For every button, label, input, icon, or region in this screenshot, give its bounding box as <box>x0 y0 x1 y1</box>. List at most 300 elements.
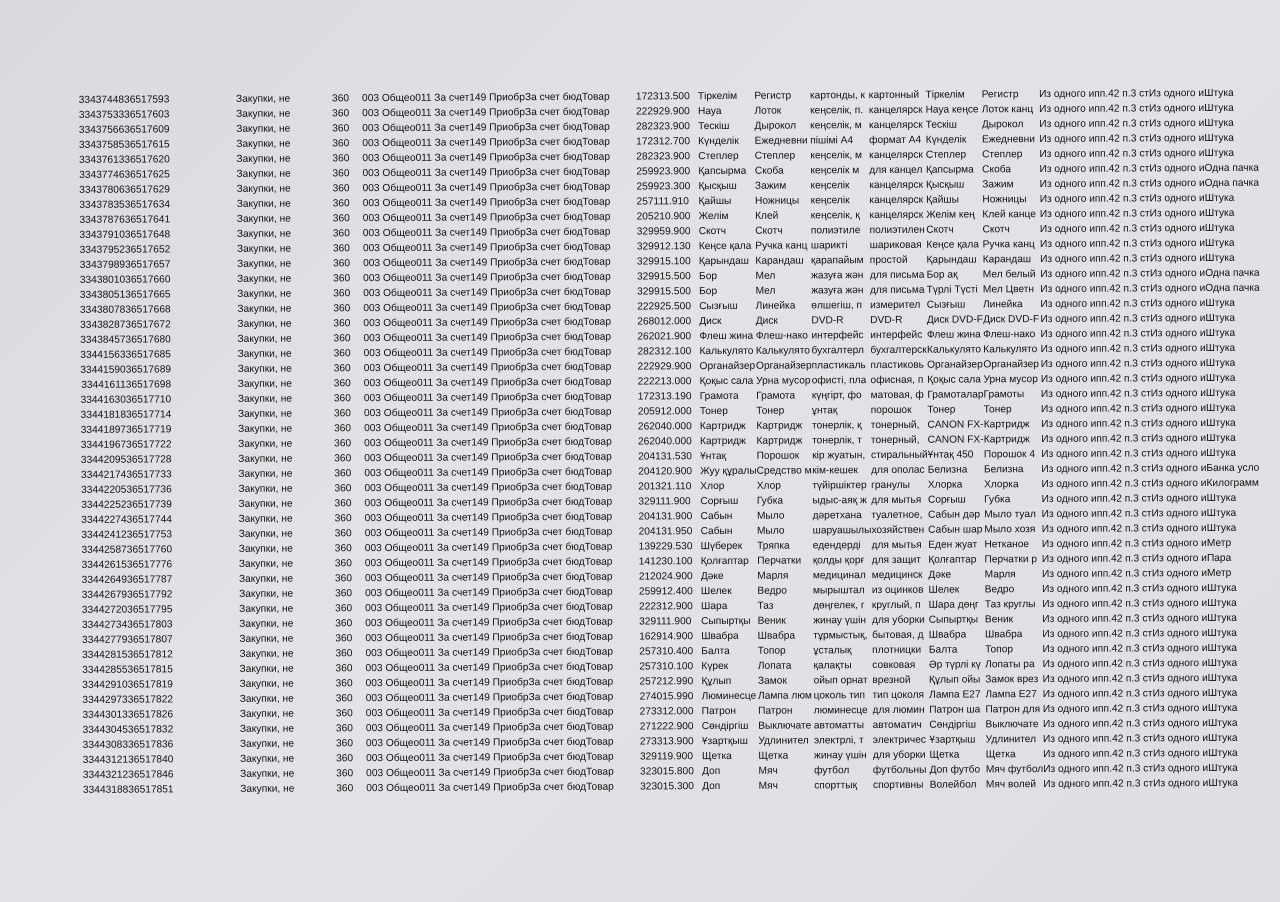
cell-purchase-type: Закупки, не <box>239 678 294 690</box>
cell-char-kz: шарикті <box>810 240 848 252</box>
cell-char-kz: шаруашылы <box>812 525 872 537</box>
cell-legal-basis: пп.42 п.3 ст <box>1097 703 1153 715</box>
cell-unit: Штука <box>1206 417 1236 430</box>
cell-contract-id: 36517615 <box>124 139 170 151</box>
cell-ktru-code: 222929.900 <box>635 106 690 118</box>
cell-source-funding: За счет бюд <box>525 226 583 239</box>
cell-add-char-kz: Қайшы <box>926 194 959 206</box>
cell-source-funding: За счет бюд <box>527 511 585 524</box>
cell-char-ru: для канцел <box>869 164 923 177</box>
cell-add-char-ru: Мыло туал <box>984 509 1037 521</box>
cell-method-kz: Из одного и <box>1042 688 1098 701</box>
cell-specifics-149: 149 Приобр <box>471 407 527 419</box>
cell-legal-basis: пп.42 п.3 ст <box>1098 718 1153 730</box>
cell-name-ru: Степлер <box>754 150 796 162</box>
cell-specifics-149: 149 Приобр <box>469 92 525 104</box>
cell-legal-basis: пп.42 п.3 ст <box>1094 208 1150 220</box>
cell-add-char-ru: Лампа Е27 <box>985 689 1037 701</box>
cell-specifics-149: 149 Приобр <box>470 227 526 239</box>
cell-name-kz: Қайшы <box>698 195 732 208</box>
cell-ktru-code: 257111.910 <box>636 196 689 208</box>
cell-method-kz: Из одного и <box>1041 523 1097 536</box>
cell-char-ru: для уборки <box>872 749 926 762</box>
cell-contract-id: 36517832 <box>127 724 174 736</box>
cell-char-kz: түйіршіктер <box>812 480 867 492</box>
cell-contract-id: 36517609 <box>124 124 170 136</box>
cell-lot-id: 33442174 <box>80 469 127 481</box>
cell-char-ru: формат А4 <box>869 134 922 147</box>
cell-contract-id: 36517685 <box>125 349 171 361</box>
cell-program-003: 003 Общео <box>365 677 419 690</box>
cell-name-kz: Шара <box>700 600 728 613</box>
cell-char-kz: медицинал <box>812 570 866 582</box>
cell-name-ru: Регистр <box>754 90 792 102</box>
cell-contract-id: 36517698 <box>125 379 172 391</box>
cell-char-ru: порошок <box>870 404 912 417</box>
cell-program-003: 003 Общео <box>364 467 418 480</box>
cell-code-360: 360 <box>332 183 350 195</box>
cell-subprogram-011: 011 За счет <box>417 527 472 539</box>
cell-lot-id: 33438051 <box>79 289 126 301</box>
cell-subprogram-011: 011 За счет <box>415 152 470 164</box>
cell-name-kz: Сорғыш <box>700 495 739 508</box>
cell-item-type: Товар <box>585 721 614 733</box>
cell-unit: Штука <box>1208 777 1238 790</box>
cell-subprogram-011: 011 За счет <box>417 482 472 494</box>
cell-add-char-ru: Марля <box>984 569 1016 581</box>
cell-lot-id: 33437806 <box>79 184 125 196</box>
cell-method-kz: Из одного и <box>1040 313 1096 326</box>
cell-unit: Штука <box>1204 222 1235 235</box>
cell-char-kz: қалақты <box>813 660 852 672</box>
cell-add-char-ru: Тонер <box>983 404 1012 416</box>
cell-subprogram-011: 011 За счет <box>418 692 473 704</box>
cell-lot-id: 33441590 <box>80 364 126 376</box>
cell-subprogram-011: 011 За счет <box>416 377 472 389</box>
cell-unit: Штука <box>1207 657 1238 670</box>
cell-code-360: 360 <box>334 573 353 585</box>
cell-name-ru: Картридж <box>756 420 803 432</box>
cell-item-type: Товар <box>584 541 613 553</box>
cell-name-kz: Балта <box>701 645 730 658</box>
cell-add-char-kz: Щетка <box>929 749 960 761</box>
cell-purchase-type: Закупки, не <box>236 108 291 120</box>
cell-method-kz: Из одного и <box>1040 283 1096 296</box>
cell-char-kz: кір жуатын, <box>812 450 866 462</box>
cell-name-kz: Қарындаш <box>698 255 749 268</box>
cell-lot-id: 33442679 <box>81 589 128 601</box>
cell-unit: Штука <box>1205 327 1236 340</box>
cell-source-funding: За счет бюд <box>525 241 583 254</box>
cell-item-type: Товар <box>583 286 611 298</box>
cell-contract-id: 36517648 <box>124 229 171 241</box>
cell-source-funding: За счет бюд <box>526 286 584 299</box>
cell-add-char-kz: Сыпыртқы <box>928 614 979 626</box>
cell-method-kz: Из одного и <box>1040 358 1096 371</box>
cell-char-ru: врезной <box>872 674 911 687</box>
cell-ktru-code: 212024.900 <box>638 571 693 583</box>
cell-legal-basis: пп.42 п.3 ст <box>1096 403 1151 415</box>
cell-code-360: 360 <box>333 348 351 360</box>
cell-item-type: Товар <box>585 661 614 673</box>
cell-method-kz: Из одного и <box>1043 748 1099 761</box>
cell-name-ru: Лампа люм <box>757 690 812 702</box>
cell-item-type: Товар <box>583 316 612 328</box>
cell-subprogram-011: 011 За счет <box>418 647 473 659</box>
cell-lot-id: 33437746 <box>79 169 125 181</box>
cell-ktru-code: 259923.300 <box>636 181 691 193</box>
cell-specifics-149: 149 Приобр <box>473 752 529 764</box>
cell-purchase-type: Закупки, не <box>237 348 292 360</box>
cell-lot-id: 33442205 <box>81 484 127 496</box>
cell-purchase-type: Закупки, не <box>236 138 291 150</box>
cell-method-ru: Из одного и <box>1149 148 1205 160</box>
cell-method-ru: Из одного и <box>1152 643 1208 655</box>
cell-item-type: Товар <box>582 211 611 223</box>
cell-method-ru: Из одного и <box>1152 748 1209 760</box>
cell-name-ru: Щетка <box>758 750 789 762</box>
cell-unit: Штука <box>1205 312 1236 325</box>
cell-add-char-ru: Скоба <box>982 164 1012 176</box>
cell-source-funding: За счет бюд <box>525 181 583 194</box>
cell-char-ru: бытовая, д <box>872 629 924 642</box>
cell-source-funding: За счет бюд <box>527 571 585 584</box>
cell-legal-basis: пп.42 п.3 ст <box>1094 148 1150 160</box>
cell-source-funding: За счет бюд <box>528 751 586 764</box>
cell-source-funding: За счет бюд <box>525 211 583 224</box>
cell-name-ru: Веник <box>757 615 786 627</box>
cell-method-kz: Из одного и <box>1042 643 1098 656</box>
cell-lot-id: 33442779 <box>81 634 128 646</box>
cell-name-ru: Ежедневни <box>754 135 808 147</box>
cell-ktru-code: 268012.000 <box>637 316 692 328</box>
cell-method-ru: Из одного и <box>1152 658 1208 670</box>
cell-item-type: Товар <box>583 301 611 313</box>
cell-char-kz: күңгірт, фо <box>811 390 862 402</box>
cell-specifics-149: 149 Приобр <box>472 677 529 689</box>
cell-source-funding: За счет бюд <box>528 616 586 629</box>
cell-subprogram-011: 011 За счет <box>419 722 474 734</box>
cell-contract-id: 36517672 <box>125 319 171 331</box>
cell-lot-id: 33442815 <box>82 649 128 661</box>
cell-add-char-kz: Қапсырма <box>925 164 974 176</box>
cell-add-char-ru: Лоток канц <box>981 104 1034 116</box>
cell-add-char-kz: CANON FX- <box>927 419 984 431</box>
cell-code-360: 360 <box>335 603 353 615</box>
cell-contract-id: 36517815 <box>127 664 173 676</box>
cell-purchase-type: Закупки, не <box>239 693 294 705</box>
cell-code-360: 360 <box>335 708 353 720</box>
cell-item-type: Товар <box>585 751 614 763</box>
cell-char-kz: автоматты <box>813 720 865 732</box>
cell-char-kz: кеңселік м <box>810 165 860 177</box>
cell-source-funding: За счет бюд <box>527 586 585 599</box>
cell-specifics-149: 149 Приобр <box>471 527 528 539</box>
cell-source-funding: За счет бюд <box>527 451 585 464</box>
cell-source-funding: За счет бюд <box>527 496 585 509</box>
cell-name-ru: Порошок <box>756 450 800 462</box>
cell-ktru-code: 262021.900 <box>637 331 692 343</box>
cell-add-char-kz: Флеш жина <box>926 329 981 341</box>
cell-legal-basis: пп.42 п.3 ст <box>1095 223 1150 235</box>
cell-name-ru: Мяч <box>758 765 778 777</box>
cell-item-type: Товар <box>582 181 611 193</box>
cell-char-ru: круглый, п <box>871 599 921 612</box>
cell-subprogram-011: 011 За счет <box>416 302 471 314</box>
cell-char-ru: для ополас <box>871 464 925 477</box>
cell-char-kz: DVD-R <box>811 315 844 327</box>
cell-code-360: 360 <box>332 198 350 210</box>
cell-add-char-ru: Хлорка <box>984 479 1019 491</box>
cell-program-003: 003 Общео <box>365 722 420 735</box>
cell-purchase-type: Закупки, не <box>238 558 294 570</box>
cell-subprogram-011: 011 За счет <box>418 632 473 644</box>
cell-char-kz: жазуға жән <box>811 285 864 297</box>
cell-add-char-kz: Тескіш <box>925 119 957 131</box>
cell-name-kz: Диск <box>699 315 722 328</box>
cell-legal-basis: пп.42 п.3 ст <box>1095 358 1151 370</box>
cell-name-ru: Ручка канц <box>755 240 808 252</box>
cell-method-kz: Из одного и <box>1039 133 1095 146</box>
cell-source-funding: За счет бюд <box>527 466 585 479</box>
cell-purchase-type: Закупки, не <box>238 498 293 510</box>
cell-legal-basis: пп.42 п.3 ст <box>1097 583 1152 595</box>
cell-purchase-type: Закупки, не <box>239 603 294 615</box>
cell-name-kz: Скотч <box>698 225 727 238</box>
cell-legal-basis: пп.42 п.3 ст <box>1097 613 1153 625</box>
cell-program-003: 003 Общео <box>363 257 417 270</box>
cell-contract-id: 36517795 <box>127 604 173 616</box>
cell-subprogram-011: 011 За счет <box>415 137 470 149</box>
cell-name-ru: Губка <box>756 495 784 507</box>
cell-purchase-type: Закупки, не <box>239 588 294 600</box>
cell-contract-id: 36517792 <box>127 589 173 601</box>
cell-contract-id: 36517736 <box>126 484 172 496</box>
cell-add-char-ru: Ножницы <box>982 194 1027 206</box>
cell-program-003: 003 Общео <box>363 407 418 420</box>
cell-purchase-type: Закупки, не <box>237 393 293 405</box>
cell-lot-id: 33443212 <box>82 769 129 781</box>
cell-subprogram-011: 011 За счет <box>415 92 470 104</box>
cell-subprogram-011: 011 За счет <box>415 107 470 119</box>
cell-item-type: Товар <box>584 586 613 598</box>
cell-code-360: 360 <box>332 138 350 150</box>
cell-subprogram-011: 011 За счет <box>416 362 471 374</box>
cell-add-char-ru: Урна мусор <box>983 374 1038 386</box>
cell-char-ru: для мытья <box>871 539 922 552</box>
cell-code-360: 360 <box>332 93 350 105</box>
cell-char-ru: канцелярск <box>869 179 924 192</box>
cell-source-funding: За счет бюд <box>524 106 583 119</box>
cell-lot-id: 33437566 <box>78 124 125 136</box>
cell-char-kz: ойып орнат <box>813 675 868 687</box>
cell-char-kz: тонерлік, т <box>812 435 862 447</box>
cell-purchase-type: Закупки, не <box>238 453 293 465</box>
cell-code-360: 360 <box>333 303 351 315</box>
cell-ktru-code: 222213.000 <box>637 376 692 388</box>
cell-code-360: 360 <box>336 768 354 780</box>
cell-code-360: 360 <box>334 438 352 450</box>
cell-specifics-149: 149 Приобр <box>469 122 526 134</box>
cell-ktru-code: 201321.110 <box>638 481 692 493</box>
cell-name-kz: Доп <box>702 780 721 793</box>
cell-method-kz: Из одного и <box>1039 223 1096 236</box>
cell-legal-basis: пп.42 п.3 ст <box>1097 568 1152 580</box>
cell-unit: Пара <box>1206 552 1232 565</box>
cell-unit: Штука <box>1207 672 1238 685</box>
cell-add-char-ru: Таз круглы <box>984 599 1036 611</box>
cell-unit: Штука <box>1204 102 1234 115</box>
cell-program-003: 003 Общео <box>364 422 418 435</box>
cell-item-type: Товар <box>583 331 612 343</box>
cell-lot-id: 33437876 <box>79 214 125 226</box>
cell-method-kz: Из одного и <box>1041 553 1098 566</box>
cell-add-char-kz: Қарындаш <box>926 254 977 266</box>
cell-legal-basis: пп.42 п.3 ст <box>1098 778 1154 790</box>
cell-char-kz: қолды қорғ <box>812 555 865 567</box>
cell-unit: Штука <box>1204 192 1235 205</box>
cell-subprogram-011: 011 За счет <box>418 707 474 719</box>
cell-lot-id: 33441630 <box>80 394 126 406</box>
cell-specifics-149: 149 Приобр <box>470 257 526 269</box>
cell-item-type: Товар <box>584 601 613 613</box>
cell-contract-id: 36517689 <box>125 364 172 376</box>
cell-method-ru: Из одного и <box>1151 583 1208 595</box>
cell-contract-id: 36517710 <box>125 394 172 406</box>
cell-program-003: 003 Общео <box>362 92 416 105</box>
cell-add-char-ru: Скотч <box>982 224 1010 236</box>
cell-specifics-149: 149 Приобр <box>470 332 527 344</box>
cell-purchase-type: Закупки, не <box>240 768 295 780</box>
cell-contract-id: 36517665 <box>125 289 171 301</box>
cell-char-kz: мырыштал <box>812 585 865 597</box>
cell-char-ru: картонный <box>868 89 920 102</box>
cell-name-kz: Күрек <box>701 660 729 673</box>
cell-lot-id: 33443121 <box>82 754 129 766</box>
cell-program-003: 003 Общео <box>364 497 418 510</box>
cell-ktru-code: 329915.100 <box>636 256 691 268</box>
cell-purchase-type: Закупки, не <box>236 93 291 105</box>
cell-char-ru: канцелярск <box>869 149 923 162</box>
cell-code-360: 360 <box>333 273 351 285</box>
cell-char-kz: пластикаль <box>811 360 866 372</box>
cell-lot-id: 33437835 <box>79 199 125 211</box>
cell-char-kz: тонерлік, қ <box>811 420 862 432</box>
cell-add-char-kz: Доп футбо <box>929 764 981 776</box>
cell-ktru-code: 259912.400 <box>638 586 693 598</box>
cell-subprogram-011: 011 За счет <box>415 212 471 224</box>
cell-source-funding: За счет бюд <box>526 391 584 404</box>
cell-add-char-kz: Ұнтақ 450 <box>927 449 974 461</box>
cell-name-kz: Қапсырма <box>698 165 747 178</box>
cell-purchase-type: Закупки, не <box>239 723 295 735</box>
cell-method-ru: Из одного и <box>1152 733 1209 745</box>
cell-subprogram-011: 011 За счет <box>417 422 472 434</box>
cell-program-003: 003 Общео <box>362 122 416 135</box>
cell-purchase-type: Закупки, не <box>237 273 292 285</box>
cell-contract-id: 36517739 <box>126 499 172 511</box>
cell-add-char-kz: Тонер <box>927 404 956 416</box>
cell-add-char-kz: Белизна <box>927 464 968 476</box>
cell-name-ru: Скоба <box>754 165 784 177</box>
cell-program-003: 003 Общео <box>365 737 420 750</box>
cell-add-char-ru: Ручка канц <box>982 239 1035 251</box>
cell-contract-id: 36517719 <box>126 424 172 436</box>
cell-code-360: 360 <box>334 543 352 555</box>
cell-name-kz: Сөндіргіш <box>701 720 749 733</box>
cell-item-type: Товар <box>585 616 613 628</box>
cell-specifics-149: 149 Приобр <box>469 182 526 194</box>
cell-source-funding: За счет бюд <box>527 436 585 449</box>
cell-specifics-149: 149 Приобр <box>470 302 527 314</box>
cell-char-ru: автоматич <box>872 719 922 732</box>
cell-method-ru: Из одного и <box>1151 553 1207 565</box>
cell-specifics-149: 149 Приобр <box>473 737 529 749</box>
cell-char-kz: кеңселік, п. <box>810 105 864 117</box>
cell-name-kz: Щетка <box>701 750 732 763</box>
cell-lot-id: 33437910 <box>79 229 125 241</box>
cell-lot-id: 33441563 <box>80 349 126 361</box>
cell-purchase-type: Закупки, не <box>239 633 294 645</box>
cell-method-kz: Из одного и <box>1039 178 1095 191</box>
cell-add-char-kz: Степлер <box>925 149 967 161</box>
cell-method-kz: Из одного и <box>1042 658 1098 671</box>
cell-method-kz: Из одного и <box>1040 373 1097 386</box>
cell-subprogram-011: 011 За счет <box>417 542 473 554</box>
cell-name-kz: Органайзер <box>699 360 756 373</box>
cell-char-ru: электричес <box>872 734 927 747</box>
cell-add-char-kz: Кеңсе қала <box>926 239 979 251</box>
cell-subprogram-011: 011 За счет <box>419 752 474 764</box>
cell-ktru-code: 222929.900 <box>637 361 692 373</box>
cell-ktru-code: 273312.000 <box>639 706 694 718</box>
cell-subprogram-011: 011 За счет <box>416 242 471 254</box>
cell-method-kz: Из одного и <box>1039 148 1095 161</box>
cell-program-003: 003 Общео <box>363 287 417 300</box>
cell-method-kz: Из одного и <box>1041 478 1097 491</box>
cell-add-char-ru: Топор <box>985 644 1014 656</box>
cell-unit: Штука <box>1207 597 1237 610</box>
cell-contract-id: 36517822 <box>127 694 174 706</box>
cell-specifics-149: 149 Приобр <box>470 272 527 284</box>
cell-lot-id: 33441897 <box>80 424 127 436</box>
cell-unit: Штука <box>1206 492 1237 505</box>
cell-contract-id: 36517826 <box>127 709 174 721</box>
cell-char-ru: офисная, п <box>870 374 924 387</box>
cell-item-type: Товар <box>584 481 613 493</box>
cell-item-type: Товар <box>582 136 610 148</box>
cell-name-kz: Картридж <box>699 420 746 433</box>
cell-purchase-type: Закупки, не <box>238 438 293 450</box>
cell-name-ru: Перчатки <box>757 555 802 567</box>
cell-add-char-ru: Порошок 4 <box>983 449 1036 461</box>
cell-unit: Штука <box>1206 432 1236 445</box>
cell-legal-basis: пп.42 п.3 ст <box>1095 253 1150 265</box>
cell-subprogram-011: 011 За счет <box>419 767 474 779</box>
cell-purchase-type: Закупки, не <box>236 198 291 210</box>
cell-purchase-type: Закупки, не <box>236 183 291 195</box>
cell-name-kz: Сызғыш <box>699 300 738 313</box>
cell-subprogram-011: 011 За счет <box>415 197 470 209</box>
cell-legal-basis: пп.42 п.3 ст <box>1095 373 1151 385</box>
cell-method-ru: Из одного и <box>1150 433 1207 445</box>
cell-specifics-149: 149 Приобр <box>471 392 527 404</box>
cell-char-kz: пішімі А4 <box>810 135 854 147</box>
cell-name-ru: Клей <box>755 210 779 222</box>
cell-char-kz: цоколь тип <box>813 690 866 702</box>
cell-char-ru: для письма <box>869 269 925 282</box>
cell-method-kz: Из одного и <box>1043 763 1099 776</box>
